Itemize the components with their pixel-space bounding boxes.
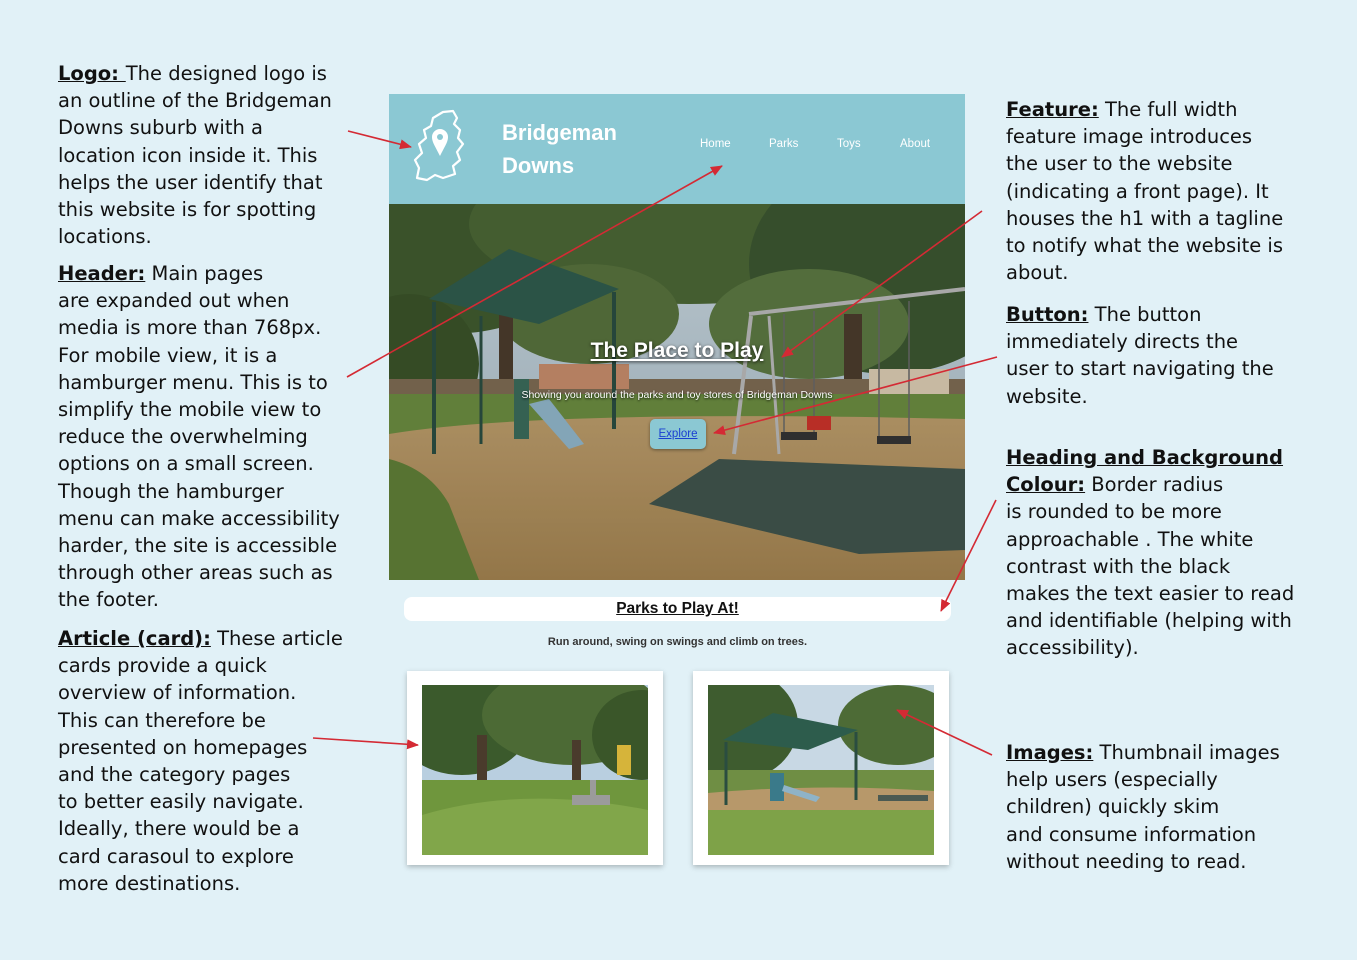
logo-annotation-title: Logo: xyxy=(58,62,126,85)
article-annotation-title: Article (card): xyxy=(58,627,211,650)
heading-arrow xyxy=(941,500,996,611)
explore-button[interactable]: Explore xyxy=(650,419,706,449)
header-annotation-title: Header: xyxy=(58,262,146,285)
heading-annotation-title: Heading and Background xyxy=(1006,446,1284,469)
feature-annotation: Feature: The full width feature image introduces the user to the website (indicating a front page). It houses the h1 with a tagline to notify what the website is about. xyxy=(1006,98,1284,285)
button-annotation: Button: The button immediately directs the user to start navigating the website. xyxy=(1006,303,1274,408)
images-arrow xyxy=(897,710,992,755)
feature-arrow xyxy=(782,211,982,357)
hero-tagline: Showing you around the parks and toy stores of Bridgeman Downs xyxy=(521,389,833,401)
feature-annotation-title: Feature: xyxy=(1006,98,1099,121)
header-arrow xyxy=(347,166,722,377)
nav-toys[interactable]: Toys xyxy=(837,138,861,150)
article-arrow xyxy=(313,738,418,745)
article-annotation: Article (card): These article cards provide a quick overview of information. This can therefore be presented on homepages and the category pages to better easily navigate. Ideally, there would be a card carasoul to explore more destinations. xyxy=(58,627,343,895)
button-annotation-title: Button: xyxy=(1006,303,1089,326)
nav-parks[interactable]: Parks xyxy=(769,138,799,150)
button-arrow xyxy=(714,357,997,433)
images-annotation-title: Images: xyxy=(1006,741,1094,764)
section-subtitle: Run around, swing on swings and climb on trees. xyxy=(547,636,808,648)
hero-title: The Place to Play xyxy=(590,339,764,362)
logo-annotation: Logo: The designed logo is an outline of the Bridgeman Downs suburb with a location icon inside it. This helps the user identify that this website is for spotting locations. xyxy=(58,62,332,249)
section-heading: Parks to Play At! xyxy=(404,597,951,621)
site-name[interactable]: Bridgeman Downs xyxy=(502,120,617,178)
nav-home[interactable]: Home xyxy=(700,138,731,150)
images-annotation: Images: Thumbnail images help users (especially children) quickly skim and consume information without needing to read. xyxy=(1006,741,1280,873)
header-annotation: Header: Main pages are expanded out when media is more than 768px. For mobile view, it is a hamburger menu. This is to simplify the mobile view to reduce the overwhelming options on a small screen. Though the hamburger menu can make accessibility harder, the site is accessible through other areas such as the footer. xyxy=(58,262,340,612)
nav-about[interactable]: About xyxy=(900,138,931,150)
heading-annotation: Heading and Background Colour: Border radius is rounded to be more approachable . The white contrast with the black makes the text easier to read and identifiable (helping with accessibility). xyxy=(1006,444,1336,662)
logo-arrow xyxy=(348,131,411,147)
